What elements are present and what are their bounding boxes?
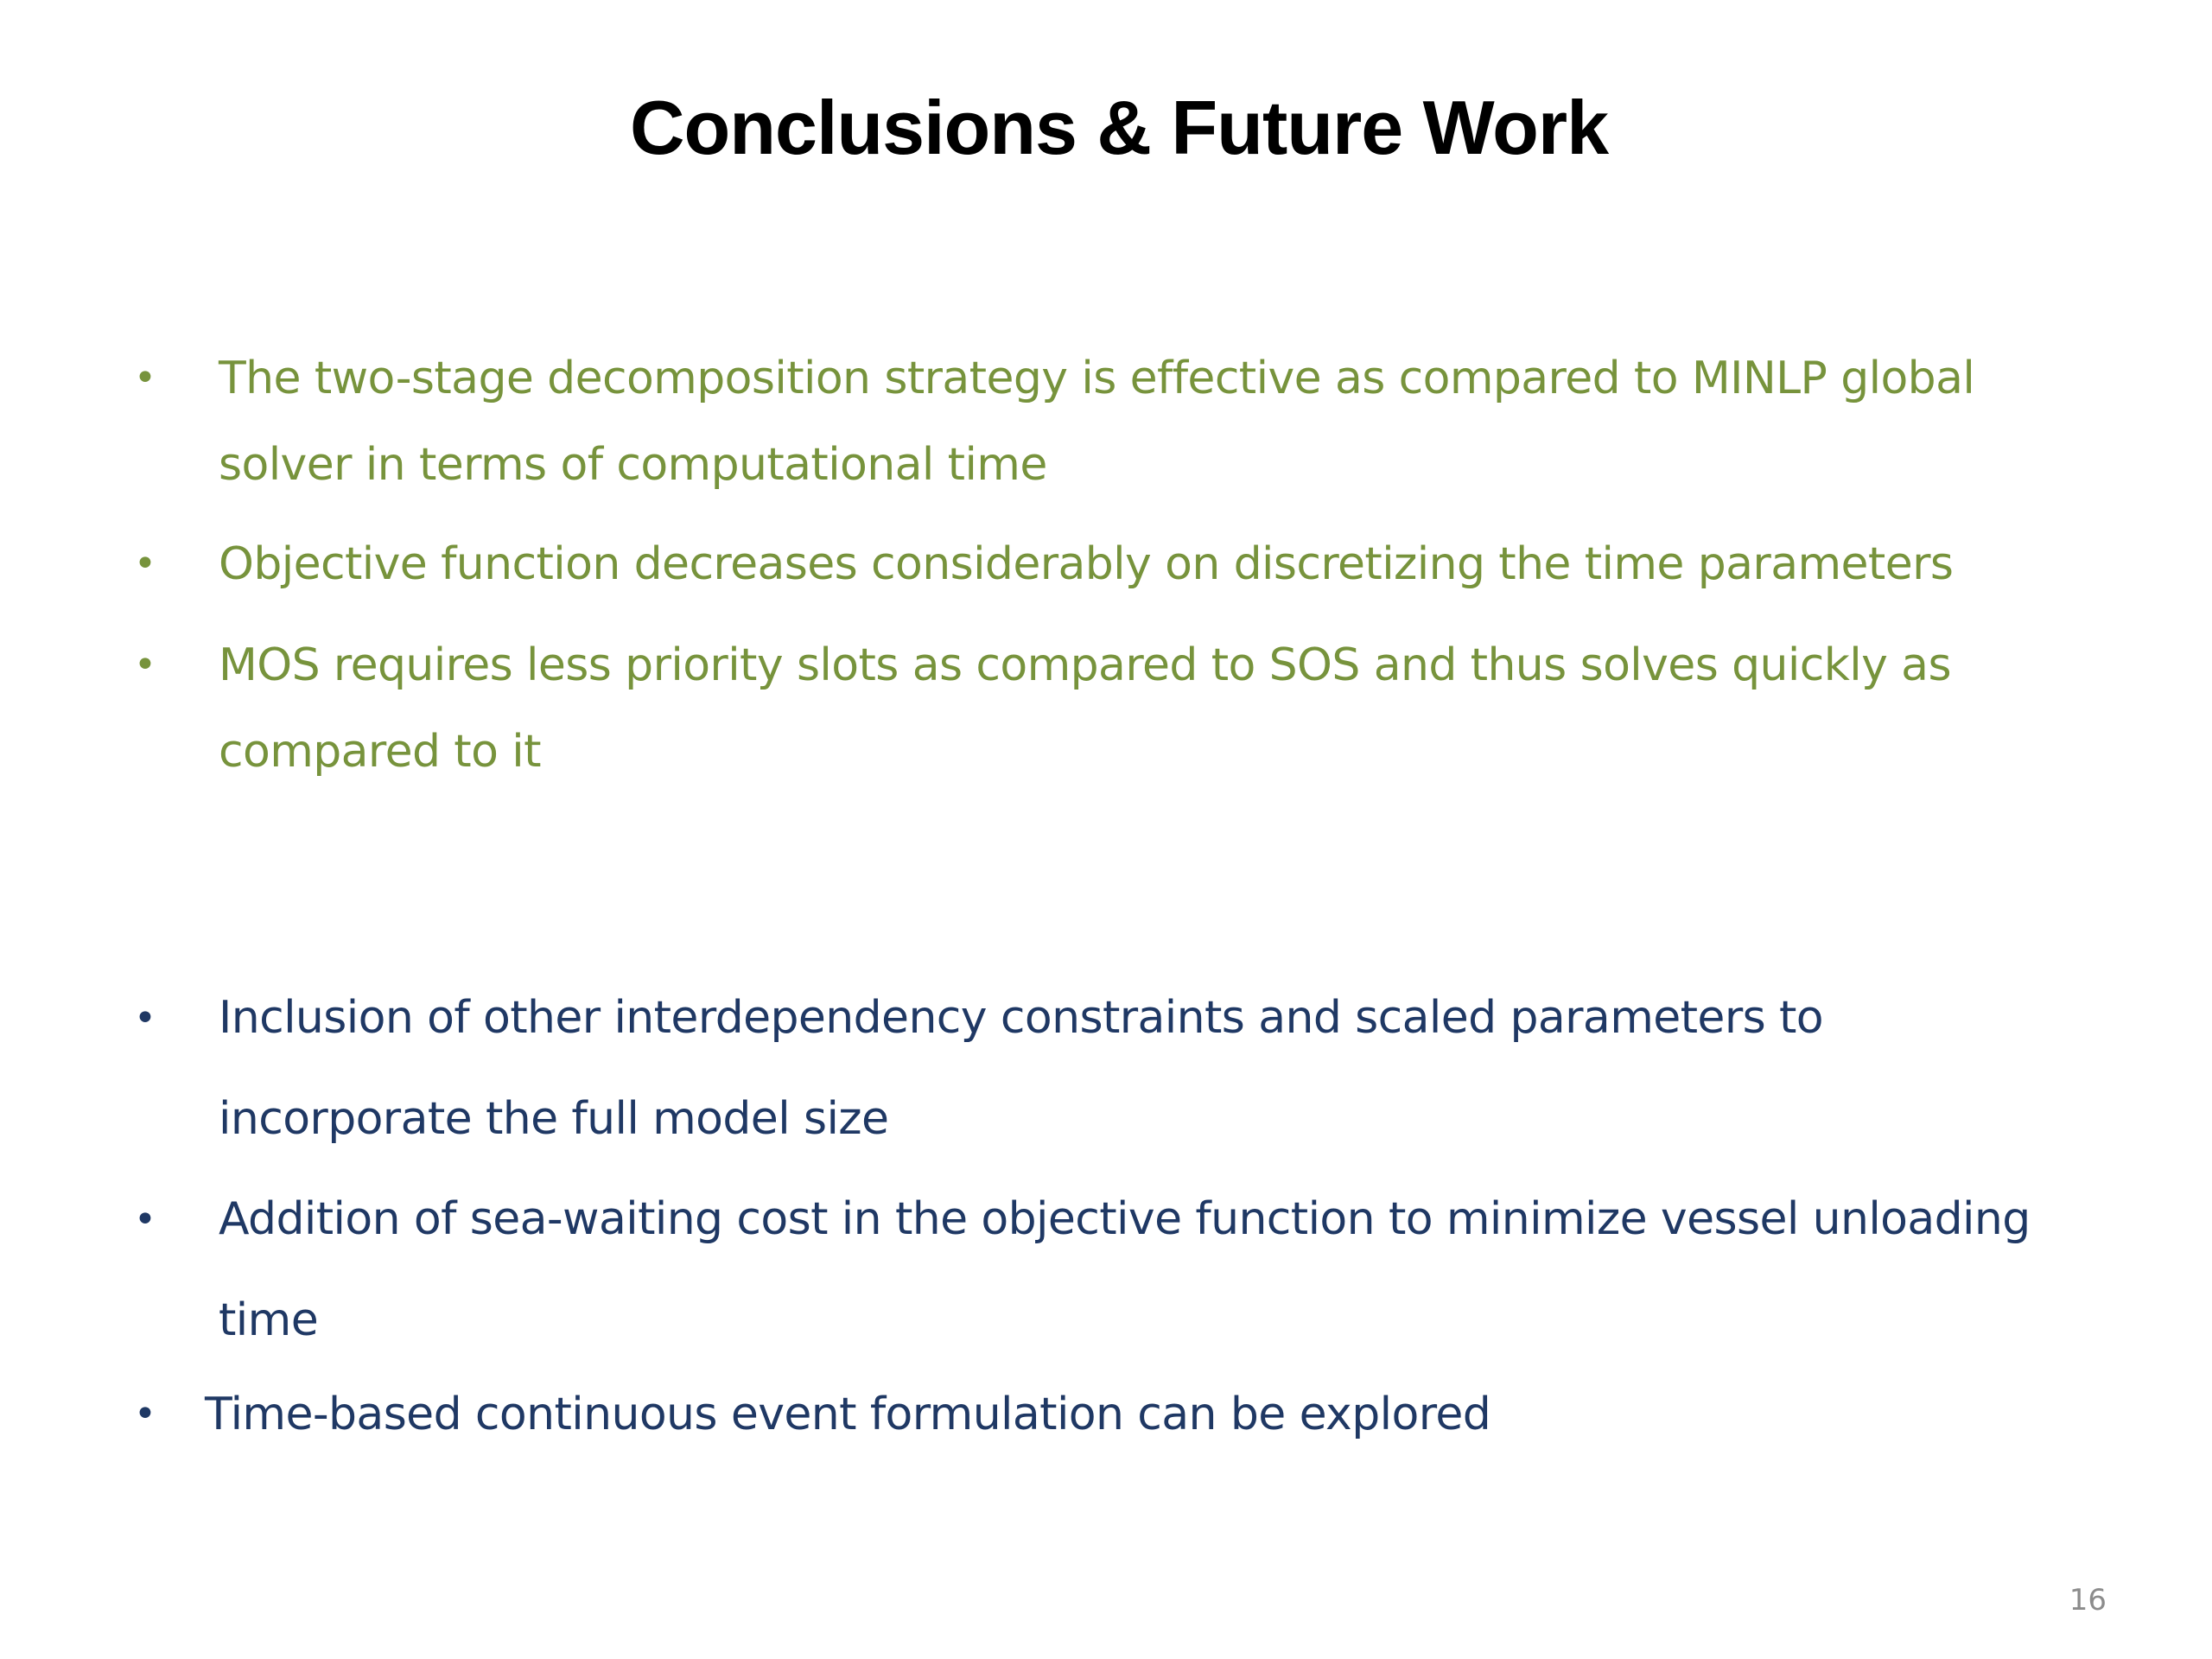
bullet-icon: • xyxy=(134,1392,156,1436)
page-number: 16 xyxy=(2069,1583,2107,1618)
bullet-icon: • xyxy=(134,542,156,586)
conclusion-text: MOS requires less priority slots as compared to SOS and thus solves quickly as compared to it xyxy=(219,639,1951,778)
future-work-text: Addition of sea-waiting cost in the objective function to minimize vessel unloading time xyxy=(219,1193,2031,1346)
future-work-text: Time-based continuous event formulation can be explored xyxy=(205,1389,1491,1440)
slide-title: Conclusions & Future Work xyxy=(629,85,1609,170)
conclusion-text: Objective function decreases considerably on discretizing the time parameters xyxy=(219,538,1954,590)
future-work-text: Inclusion of other interdependency constraints and scaled parameters to incorporate the full model size xyxy=(219,992,1824,1145)
conclusion-text: The two-stage decomposition strategy is effective as compared to MINLP global solver in terms of computational time xyxy=(219,353,1975,491)
bullet-icon: • xyxy=(134,996,156,1040)
bullet-icon: • xyxy=(134,356,156,400)
bullet-icon: • xyxy=(134,643,156,687)
bullet-icon: • xyxy=(134,1198,156,1242)
